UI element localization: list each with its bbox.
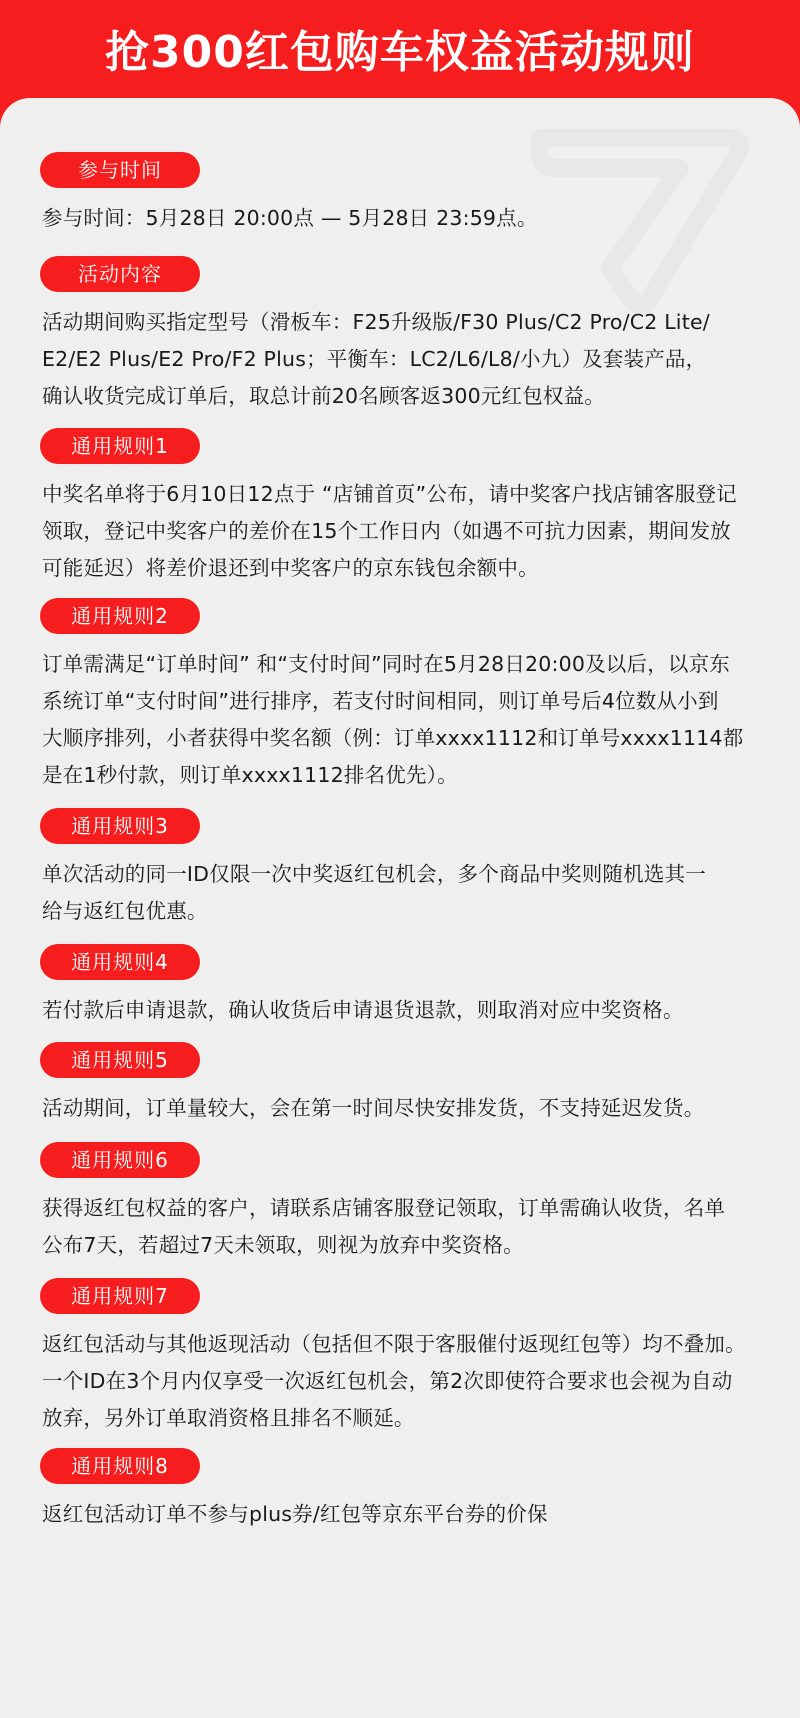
section-label: 通用规则1 — [40, 428, 200, 464]
text-line: 活动期间购买指定型号（滑板车：F25升级版/F30 Plus/C2 Pro/C2 Lite/ — [42, 310, 710, 334]
section-text — [42, 304, 760, 415]
section-rule-5 — [40, 1042, 760, 1127]
section-rule-8 — [40, 1448, 760, 1533]
section-label: 通用规则6 — [40, 1142, 200, 1178]
section-text — [42, 476, 760, 587]
section-text — [42, 1496, 760, 1533]
section-text — [42, 646, 760, 794]
section-participation-time — [40, 152, 760, 237]
section-text — [42, 856, 760, 930]
text-line: 给与返红包优惠。 — [42, 899, 208, 923]
section-rule-4 — [40, 944, 760, 1029]
header — [0, 0, 800, 100]
text-line: 返红包活动订单不参与plus券/红包等京东平台券的价保 — [42, 1502, 548, 1526]
section-label: 通用规则3 — [40, 808, 200, 844]
section-label: 参与时间 — [40, 152, 200, 188]
section-rule-2 — [40, 598, 760, 794]
rules-panel — [0, 98, 800, 1718]
page-title: 抢300红包购车权益活动规则 — [105, 27, 695, 78]
section-rule-6 — [40, 1142, 760, 1264]
text-line: 系统订单“支付时间”进行排序，若支付时间相同，则订单号后4位数从小到 — [42, 689, 719, 713]
section-label: 通用规则2 — [40, 598, 200, 634]
text-line: 获得返红包权益的客户，请联系店铺客服登记领取，订单需确认收货，名单 — [42, 1196, 726, 1220]
text-line: 返红包活动与其他返现活动（包括但不限于客服催付返现红包等）均不叠加。 — [42, 1332, 746, 1356]
section-activity-content — [40, 256, 760, 415]
text-line: 中奖名单将于6月10日12点于 “店铺首页”公布，请中奖客户找店铺客服登记 — [42, 482, 737, 506]
section-label: 通用规则7 — [40, 1278, 200, 1314]
section-text — [42, 1090, 760, 1127]
text-line: 领取，登记中奖客户的差价在15个工作日内（如遇不可抗力因素，期间发放 — [42, 519, 731, 543]
text-line: 参与时间：5月28日 20:00点 — 5月28日 23:59点。 — [42, 206, 538, 230]
section-rule-7 — [40, 1278, 760, 1437]
section-text — [42, 1326, 760, 1437]
section-text — [42, 200, 760, 237]
text-line: 公布7天，若超过7天未领取，则视为放弃中奖资格。 — [42, 1233, 524, 1257]
section-label: 通用规则4 — [40, 944, 200, 980]
section-label: 通用规则8 — [40, 1448, 200, 1484]
section-text — [42, 1190, 760, 1264]
text-line: E2/E2 Plus/E2 Pro/F2 Plus；平衡车：LC2/L6/L8/小九）及套装产品， — [42, 347, 707, 371]
section-rule-1 — [40, 428, 760, 587]
section-label: 通用规则5 — [40, 1042, 200, 1078]
text-line: 订单需满足“订单时间” 和“支付时间”同时在5月28日20:00及以后，以京东 — [42, 652, 731, 676]
text-line: 若付款后申请退款，确认收货后申请退货退款，则取消对应中奖资格。 — [42, 998, 684, 1022]
text-line: 活动期间，订单量较大，会在第一时间尽快安排发货，不支持延迟发货。 — [42, 1096, 705, 1120]
text-line: 单次活动的同一ID仅限一次中奖返红包机会，多个商品中奖则随机选其一 — [42, 862, 706, 886]
section-rule-3 — [40, 808, 760, 930]
text-line: 大顺序排列，小者获得中奖名额（例：订单xxxx1112和订单号xxxx1114都 — [42, 726, 744, 750]
text-line: 可能延迟）将差价退还到中奖客户的京东钱包余额中。 — [42, 556, 539, 580]
section-text — [42, 992, 760, 1029]
section-label: 活动内容 — [40, 256, 200, 292]
text-line: 确认收货完成订单后，取总计前20名顾客返300元红包权益。 — [42, 384, 606, 408]
text-line: 一个ID在3个月内仅享受一次返红包机会，第2次即使符合要求也会视为自动 — [42, 1369, 733, 1393]
text-line: 是在1秒付款，则订单xxxx1112排名优先）。 — [42, 763, 458, 787]
text-line: 放弃，另外订单取消资格且排名不顺延。 — [42, 1406, 415, 1430]
